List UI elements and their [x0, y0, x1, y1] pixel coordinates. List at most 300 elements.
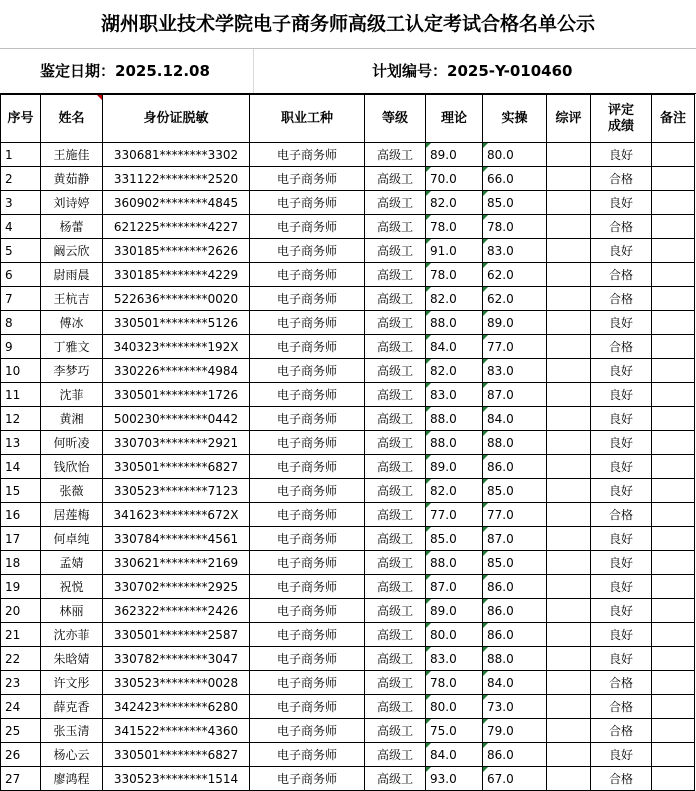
cell-remarks[interactable]	[652, 527, 695, 551]
cell-name[interactable]: 黄湘	[41, 407, 103, 431]
cell-occupation[interactable]: 电子商务师	[250, 263, 365, 287]
cell-name[interactable]: 尉雨晨	[41, 263, 103, 287]
cell-theory[interactable]: 80.0	[426, 695, 483, 719]
cell-theory[interactable]: 84.0	[426, 743, 483, 767]
cell-theory[interactable]: 89.0	[426, 143, 483, 167]
cell-level[interactable]: 高级工	[365, 455, 426, 479]
cell-theory[interactable]: 84.0	[426, 335, 483, 359]
cell-overall[interactable]	[547, 335, 591, 359]
cell-remarks[interactable]	[652, 455, 695, 479]
cell-theory[interactable]: 87.0	[426, 575, 483, 599]
cell-seq[interactable]: 21	[1, 623, 41, 647]
cell-grade[interactable]: 良好	[591, 647, 652, 671]
cell-grade[interactable]: 良好	[591, 407, 652, 431]
cell-remarks[interactable]	[652, 167, 695, 191]
cell-remarks[interactable]	[652, 311, 695, 335]
cell-remarks[interactable]	[652, 287, 695, 311]
cell-occupation[interactable]: 电子商务师	[250, 623, 365, 647]
cell-overall[interactable]	[547, 311, 591, 335]
cell-occupation[interactable]: 电子商务师	[250, 143, 365, 167]
cell-theory[interactable]: 88.0	[426, 551, 483, 575]
cell-level[interactable]: 高级工	[365, 407, 426, 431]
cell-occupation[interactable]: 电子商务师	[250, 167, 365, 191]
cell-id[interactable]: 331122********2520	[103, 167, 250, 191]
cell-occupation[interactable]: 电子商务师	[250, 599, 365, 623]
cell-remarks[interactable]	[652, 407, 695, 431]
cell-grade[interactable]: 良好	[591, 455, 652, 479]
cell-occupation[interactable]: 电子商务师	[250, 647, 365, 671]
cell-seq[interactable]: 26	[1, 743, 41, 767]
cell-id[interactable]: 340323********192X	[103, 335, 250, 359]
cell-grade[interactable]: 合格	[591, 695, 652, 719]
cell-grade[interactable]: 良好	[591, 527, 652, 551]
table-row	[1, 335, 695, 359]
cell-practice[interactable]: 77.0	[483, 335, 547, 359]
cell-level[interactable]: 高级工	[365, 743, 426, 767]
cell-level[interactable]: 高级工	[365, 767, 426, 791]
cell-seq[interactable]: 23	[1, 671, 41, 695]
cell-id[interactable]: 330523********7123	[103, 479, 250, 503]
cell-practice[interactable]: 86.0	[483, 599, 547, 623]
cell-name[interactable]: 孟婧	[41, 551, 103, 575]
header-remarks: 备注	[652, 95, 695, 143]
table-row	[1, 263, 695, 287]
cell-id[interactable]: 342423********6280	[103, 695, 250, 719]
cell-name[interactable]: 王施佳	[41, 143, 103, 167]
cell-grade[interactable]: 良好	[591, 239, 652, 263]
table-row	[1, 695, 695, 719]
cell-remarks[interactable]	[652, 359, 695, 383]
cell-name[interactable]: 何卓纯	[41, 527, 103, 551]
cell-level[interactable]: 高级工	[365, 359, 426, 383]
cell-practice[interactable]: 79.0	[483, 719, 547, 743]
cell-id[interactable]: 330226********4984	[103, 359, 250, 383]
cell-id[interactable]: 621225********4227	[103, 215, 250, 239]
cell-occupation[interactable]: 电子商务师	[250, 359, 365, 383]
cell-id[interactable]: 330501********2587	[103, 623, 250, 647]
cell-seq[interactable]: 11	[1, 383, 41, 407]
cell-id[interactable]: 330523********0028	[103, 671, 250, 695]
table-row	[1, 767, 695, 791]
cell-seq[interactable]: 13	[1, 431, 41, 455]
cell-seq[interactable]: 19	[1, 575, 41, 599]
cell-practice[interactable]: 83.0	[483, 239, 547, 263]
date-value: 2025.12.08	[115, 62, 210, 80]
cell-practice[interactable]: 62.0	[483, 287, 547, 311]
cell-grade[interactable]: 合格	[591, 503, 652, 527]
cell-id[interactable]: 341623********672X	[103, 503, 250, 527]
cell-practice[interactable]: 67.0	[483, 767, 547, 791]
cell-name[interactable]: 朱晗婧	[41, 647, 103, 671]
cell-practice[interactable]: 88.0	[483, 647, 547, 671]
cell-practice[interactable]: 89.0	[483, 311, 547, 335]
cell-level[interactable]: 高级工	[365, 239, 426, 263]
cell-name[interactable]: 祝悦	[41, 575, 103, 599]
cell-remarks[interactable]	[652, 743, 695, 767]
header-id: 身份证脱敏	[103, 95, 250, 143]
cell-practice[interactable]: 80.0	[483, 143, 547, 167]
table-body	[1, 143, 695, 791]
cell-name[interactable]: 钱欣怡	[41, 455, 103, 479]
cell-grade[interactable]: 良好	[591, 359, 652, 383]
table-row	[1, 647, 695, 671]
cell-remarks[interactable]	[652, 503, 695, 527]
cell-overall[interactable]	[547, 527, 591, 551]
cell-theory[interactable]: 78.0	[426, 671, 483, 695]
cell-id[interactable]: 330185********2626	[103, 239, 250, 263]
table-row	[1, 215, 695, 239]
cell-name[interactable]: 杨蕾	[41, 215, 103, 239]
cell-id[interactable]: 330784********4561	[103, 527, 250, 551]
cell-theory[interactable]: 70.0	[426, 167, 483, 191]
cell-seq[interactable]: 1	[1, 143, 41, 167]
cell-name[interactable]: 傅冰	[41, 311, 103, 335]
cell-overall[interactable]	[547, 431, 591, 455]
cell-seq[interactable]: 22	[1, 647, 41, 671]
appraisal-date	[40, 49, 210, 93]
cell-theory[interactable]: 83.0	[426, 383, 483, 407]
cell-seq[interactable]: 12	[1, 407, 41, 431]
cell-name[interactable]: 杨心云	[41, 743, 103, 767]
cell-id[interactable]: 330501********6827	[103, 743, 250, 767]
cell-overall[interactable]	[547, 599, 591, 623]
cell-grade[interactable]: 合格	[591, 719, 652, 743]
cell-id[interactable]: 330782********3047	[103, 647, 250, 671]
table-row	[1, 455, 695, 479]
cell-grade[interactable]: 良好	[591, 551, 652, 575]
cell-occupation[interactable]: 电子商务师	[250, 191, 365, 215]
cell-practice[interactable]: 87.0	[483, 383, 547, 407]
cell-id[interactable]: 330703********2921	[103, 431, 250, 455]
cell-seq[interactable]: 25	[1, 719, 41, 743]
cell-level[interactable]: 高级工	[365, 215, 426, 239]
cell-id[interactable]: 330523********1514	[103, 767, 250, 791]
cell-id[interactable]: 341522********4360	[103, 719, 250, 743]
cell-theory[interactable]: 83.0	[426, 647, 483, 671]
cell-level[interactable]: 高级工	[365, 431, 426, 455]
cell-seq[interactable]: 7	[1, 287, 41, 311]
cell-overall[interactable]	[547, 287, 591, 311]
cell-grade[interactable]: 良好	[591, 311, 652, 335]
cell-overall[interactable]	[547, 479, 591, 503]
cell-seq[interactable]: 14	[1, 455, 41, 479]
cell-grade[interactable]: 良好	[591, 143, 652, 167]
cell-level[interactable]: 高级工	[365, 719, 426, 743]
cell-level[interactable]: 高级工	[365, 143, 426, 167]
cell-practice[interactable]: 73.0	[483, 695, 547, 719]
cell-name[interactable]: 黄茹静	[41, 167, 103, 191]
cell-level[interactable]: 高级工	[365, 647, 426, 671]
cell-level[interactable]: 高级工	[365, 551, 426, 575]
cell-grade[interactable]: 合格	[591, 335, 652, 359]
cell-remarks[interactable]	[652, 383, 695, 407]
cell-occupation[interactable]: 电子商务师	[250, 575, 365, 599]
header-level: 等级	[365, 95, 426, 143]
cell-remarks[interactable]	[652, 335, 695, 359]
cell-id[interactable]: 330501********6827	[103, 455, 250, 479]
cell-name[interactable]: 许文彤	[41, 671, 103, 695]
cell-overall[interactable]	[547, 719, 591, 743]
cell-level[interactable]: 高级工	[365, 191, 426, 215]
cell-overall[interactable]	[547, 215, 591, 239]
cell-theory[interactable]: 82.0	[426, 359, 483, 383]
cell-remarks[interactable]	[652, 671, 695, 695]
cell-theory[interactable]: 85.0	[426, 527, 483, 551]
cell-level[interactable]: 高级工	[365, 167, 426, 191]
cell-remarks[interactable]	[652, 239, 695, 263]
cell-theory[interactable]: 88.0	[426, 431, 483, 455]
cell-name[interactable]: 丁雅文	[41, 335, 103, 359]
cell-overall[interactable]	[547, 575, 591, 599]
cell-practice[interactable]: 85.0	[483, 191, 547, 215]
cell-id[interactable]: 330501********5126	[103, 311, 250, 335]
cell-practice[interactable]: 84.0	[483, 407, 547, 431]
cell-name[interactable]: 沈亦菲	[41, 623, 103, 647]
cell-seq[interactable]: 4	[1, 215, 41, 239]
cell-level[interactable]: 高级工	[365, 671, 426, 695]
cell-grade[interactable]: 合格	[591, 671, 652, 695]
cell-name[interactable]: 阚云欣	[41, 239, 103, 263]
cell-occupation[interactable]: 电子商务师	[250, 479, 365, 503]
cell-occupation[interactable]: 电子商务师	[250, 215, 365, 239]
cell-grade[interactable]: 合格	[591, 167, 652, 191]
cell-remarks[interactable]	[652, 191, 695, 215]
cell-overall[interactable]	[547, 359, 591, 383]
cell-practice[interactable]: 77.0	[483, 503, 547, 527]
cell-overall[interactable]	[547, 695, 591, 719]
cell-seq[interactable]: 10	[1, 359, 41, 383]
cell-name[interactable]: 张薇	[41, 479, 103, 503]
cell-seq[interactable]: 3	[1, 191, 41, 215]
cell-grade[interactable]: 良好	[591, 191, 652, 215]
cell-occupation[interactable]: 电子商务师	[250, 743, 365, 767]
cell-overall[interactable]	[547, 671, 591, 695]
cell-name[interactable]: 王杭吉	[41, 287, 103, 311]
cell-remarks[interactable]	[652, 719, 695, 743]
cell-level[interactable]: 高级工	[365, 575, 426, 599]
cell-practice[interactable]: 78.0	[483, 215, 547, 239]
header-seq: 序号	[1, 95, 41, 143]
cell-remarks[interactable]	[652, 143, 695, 167]
cell-overall[interactable]	[547, 647, 591, 671]
cell-name[interactable]: 薛克香	[41, 695, 103, 719]
cell-remarks[interactable]	[652, 623, 695, 647]
cell-occupation[interactable]: 电子商务师	[250, 407, 365, 431]
cell-remarks[interactable]	[652, 599, 695, 623]
cell-overall[interactable]	[547, 551, 591, 575]
cell-occupation[interactable]: 电子商务师	[250, 431, 365, 455]
cell-theory[interactable]: 82.0	[426, 479, 483, 503]
cell-seq[interactable]: 16	[1, 503, 41, 527]
cell-seq[interactable]: 8	[1, 311, 41, 335]
cell-grade[interactable]: 合格	[591, 287, 652, 311]
cell-level[interactable]: 高级工	[365, 311, 426, 335]
cell-grade[interactable]: 良好	[591, 383, 652, 407]
cell-occupation[interactable]: 电子商务师	[250, 335, 365, 359]
table-row	[1, 503, 695, 527]
cell-level[interactable]: 高级工	[365, 527, 426, 551]
cell-level[interactable]: 高级工	[365, 623, 426, 647]
cell-overall[interactable]	[547, 239, 591, 263]
header-practice: 实操	[483, 95, 547, 143]
cell-overall[interactable]	[547, 503, 591, 527]
cell-overall[interactable]	[547, 455, 591, 479]
cell-grade[interactable]: 良好	[591, 431, 652, 455]
cell-remarks[interactable]	[652, 431, 695, 455]
cell-overall[interactable]	[547, 767, 591, 791]
cell-remarks[interactable]	[652, 695, 695, 719]
cell-grade[interactable]: 良好	[591, 479, 652, 503]
cell-name[interactable]: 张玉清	[41, 719, 103, 743]
cell-id[interactable]: 522636********0020	[103, 287, 250, 311]
header-name: 姓名	[41, 95, 103, 143]
cell-id[interactable]: 330185********4229	[103, 263, 250, 287]
cell-seq[interactable]: 6	[1, 263, 41, 287]
cell-level[interactable]: 高级工	[365, 335, 426, 359]
plan-number	[372, 49, 573, 93]
cell-theory[interactable]: 82.0	[426, 191, 483, 215]
cell-practice[interactable]: 86.0	[483, 743, 547, 767]
cell-remarks[interactable]	[652, 551, 695, 575]
cell-occupation[interactable]: 电子商务师	[250, 671, 365, 695]
cell-theory[interactable]: 78.0	[426, 215, 483, 239]
cell-seq[interactable]: 18	[1, 551, 41, 575]
cell-practice[interactable]: 85.0	[483, 479, 547, 503]
cell-grade[interactable]: 良好	[591, 599, 652, 623]
cell-level[interactable]: 高级工	[365, 287, 426, 311]
cell-level[interactable]: 高级工	[365, 263, 426, 287]
cell-seq[interactable]: 20	[1, 599, 41, 623]
table-row	[1, 359, 695, 383]
cell-grade[interactable]: 良好	[591, 743, 652, 767]
cell-remarks[interactable]	[652, 767, 695, 791]
cell-theory[interactable]: 82.0	[426, 287, 483, 311]
cell-occupation[interactable]: 电子商务师	[250, 287, 365, 311]
cell-practice[interactable]: 86.0	[483, 623, 547, 647]
cell-seq[interactable]: 15	[1, 479, 41, 503]
cell-level[interactable]: 高级工	[365, 599, 426, 623]
cell-practice[interactable]: 86.0	[483, 455, 547, 479]
cell-theory[interactable]: 93.0	[426, 767, 483, 791]
cell-theory[interactable]: 77.0	[426, 503, 483, 527]
cell-remarks[interactable]	[652, 263, 695, 287]
cell-occupation[interactable]: 电子商务师	[250, 719, 365, 743]
cell-grade[interactable]: 合格	[591, 767, 652, 791]
cell-practice[interactable]: 66.0	[483, 167, 547, 191]
cell-remarks[interactable]	[652, 647, 695, 671]
cell-seq[interactable]: 17	[1, 527, 41, 551]
cell-id[interactable]: 362322********2426	[103, 599, 250, 623]
cell-theory[interactable]: 88.0	[426, 407, 483, 431]
table-row	[1, 407, 695, 431]
cell-id[interactable]: 500230********0442	[103, 407, 250, 431]
cell-occupation[interactable]: 电子商务师	[250, 551, 365, 575]
table-row	[1, 479, 695, 503]
cell-practice[interactable]: 62.0	[483, 263, 547, 287]
table-row	[1, 527, 695, 551]
cell-level[interactable]: 高级工	[365, 503, 426, 527]
table-row	[1, 671, 695, 695]
cell-name[interactable]: 林丽	[41, 599, 103, 623]
cell-occupation[interactable]: 电子商务师	[250, 527, 365, 551]
cell-name[interactable]: 刘诗婷	[41, 191, 103, 215]
cell-theory[interactable]: 89.0	[426, 455, 483, 479]
cell-id[interactable]: 330702********2925	[103, 575, 250, 599]
cell-name[interactable]: 何昕凌	[41, 431, 103, 455]
cell-theory[interactable]: 78.0	[426, 263, 483, 287]
cell-name[interactable]: 李梦巧	[41, 359, 103, 383]
cell-level[interactable]: 高级工	[365, 479, 426, 503]
cell-name[interactable]: 廖鸿程	[41, 767, 103, 791]
cell-practice[interactable]: 84.0	[483, 671, 547, 695]
table-header-row	[1, 95, 695, 143]
cell-name[interactable]: 居莲梅	[41, 503, 103, 527]
cell-occupation[interactable]: 电子商务师	[250, 383, 365, 407]
cell-id[interactable]: 360902********4845	[103, 191, 250, 215]
cell-occupation[interactable]: 电子商务师	[250, 695, 365, 719]
cell-overall[interactable]	[547, 743, 591, 767]
cell-remarks[interactable]	[652, 479, 695, 503]
cell-occupation[interactable]: 电子商务师	[250, 311, 365, 335]
cell-occupation[interactable]: 电子商务师	[250, 767, 365, 791]
date-label: 鉴定日期：	[40, 62, 116, 80]
cell-overall[interactable]	[547, 407, 591, 431]
cell-overall[interactable]	[547, 167, 591, 191]
cell-remarks[interactable]	[652, 575, 695, 599]
cell-level[interactable]: 高级工	[365, 383, 426, 407]
cell-occupation[interactable]: 电子商务师	[250, 503, 365, 527]
cell-theory[interactable]: 91.0	[426, 239, 483, 263]
cell-seq[interactable]: 27	[1, 767, 41, 791]
cell-seq[interactable]: 9	[1, 335, 41, 359]
table-row	[1, 287, 695, 311]
cell-occupation[interactable]: 电子商务师	[250, 239, 365, 263]
cell-id[interactable]: 330501********1726	[103, 383, 250, 407]
cell-practice[interactable]: 87.0	[483, 527, 547, 551]
cell-id[interactable]: 330681********3302	[103, 143, 250, 167]
cell-seq[interactable]: 5	[1, 239, 41, 263]
cell-theory[interactable]: 88.0	[426, 311, 483, 335]
cell-theory[interactable]: 80.0	[426, 623, 483, 647]
cell-grade[interactable]: 良好	[591, 623, 652, 647]
cell-practice[interactable]: 86.0	[483, 575, 547, 599]
cell-occupation[interactable]: 电子商务师	[250, 455, 365, 479]
cell-seq[interactable]: 24	[1, 695, 41, 719]
header-grade: 评定 成绩	[591, 95, 652, 143]
cell-practice[interactable]: 88.0	[483, 431, 547, 455]
cell-level[interactable]: 高级工	[365, 695, 426, 719]
table-row	[1, 239, 695, 263]
cell-id[interactable]: 330621********2169	[103, 551, 250, 575]
cell-grade[interactable]: 合格	[591, 215, 652, 239]
cell-seq[interactable]: 2	[1, 167, 41, 191]
cell-theory[interactable]: 75.0	[426, 719, 483, 743]
cell-overall[interactable]	[547, 263, 591, 287]
cell-practice[interactable]: 85.0	[483, 551, 547, 575]
cell-overall[interactable]	[547, 383, 591, 407]
cell-remarks[interactable]	[652, 215, 695, 239]
meta-row	[0, 49, 696, 94]
cell-overall[interactable]	[547, 143, 591, 167]
cell-grade[interactable]: 良好	[591, 575, 652, 599]
cell-grade[interactable]: 合格	[591, 263, 652, 287]
cell-overall[interactable]	[547, 191, 591, 215]
cell-name[interactable]: 沈菲	[41, 383, 103, 407]
cell-theory[interactable]: 89.0	[426, 599, 483, 623]
cell-overall[interactable]	[547, 623, 591, 647]
table-row	[1, 575, 695, 599]
cell-practice[interactable]: 83.0	[483, 359, 547, 383]
